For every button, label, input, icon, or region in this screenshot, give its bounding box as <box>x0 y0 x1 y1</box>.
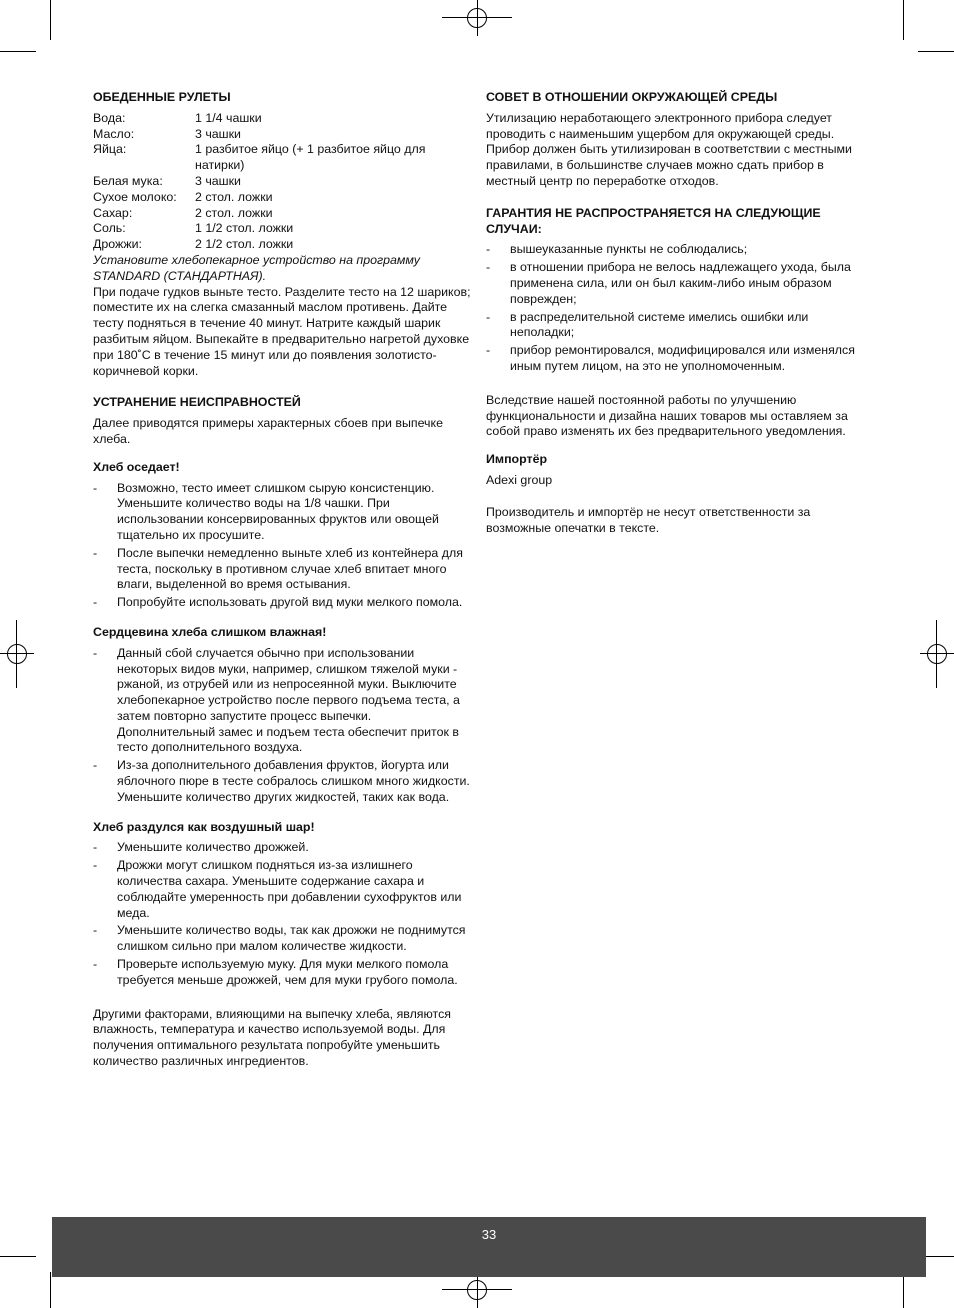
troubleshooting-intro: Далее приводятся примеры характерных сбоев при выпечке хлеба. <box>93 416 443 446</box>
ingredient-amount: 1 1/2 стол. ложки <box>195 221 294 236</box>
list-item-text: Возможно, тесто имеет слишком сырую консистенцию. Уменьшите количество воды на 1/8 чашки. При использовании консервированных фруктов или овощей тщательно их просушите. <box>117 480 439 542</box>
troubleshooting-title: УСТРАНЕНИЕ НЕИСПРАВНОСТЕЙ <box>93 395 301 410</box>
list-item <box>486 242 864 258</box>
troubleshooting-sections <box>93 460 471 989</box>
section-list <box>93 646 471 806</box>
list-item <box>93 546 471 593</box>
section-list <box>93 840 471 988</box>
recipe-instructions: При подаче гудков выньте тесто. Разделите тесто на 12 шариков; поместите их на слегка смазанный маслом противень. Дайте тесту подняться в течение 40 минут. Натрите каждый шарик разбитым яйцом. Выпекайте в предварительно нагретой духовке при 180˚C в течение 15 минут или до появления золотисто-коричневой корки. <box>93 284 471 378</box>
list-item <box>93 923 471 955</box>
dash-bullet: - <box>486 343 491 358</box>
list-item <box>93 646 471 757</box>
dash-bullet: - <box>486 260 491 275</box>
list-item-text: Попробуйте использовать другой вид муки мелкого помола. <box>117 595 463 610</box>
crop-mark <box>903 0 904 40</box>
dash-bullet: - <box>93 923 98 938</box>
dash-bullet: - <box>486 309 491 324</box>
dash-bullet: - <box>93 595 98 610</box>
recipe-note: Установите хлебопекарное устройство на программу STANDARD (СТАНДАРТНАЯ). <box>93 252 420 283</box>
disclaimer-text: Производитель и импортёр не несут ответственности за возможные опечатки в тексте. <box>486 504 811 535</box>
crop-mark <box>0 1256 36 1257</box>
importer-name: Adexi group <box>486 472 553 487</box>
list-item-text: Из-за дополнительного добавления фруктов, йогурта или яблочного пюре в тесте собралось слишком много жидкости. Уменьшите количество других жидкостей, таких как вода. <box>117 758 470 804</box>
dash-bullet: - <box>486 242 491 257</box>
right-column <box>486 90 864 536</box>
policy-text: Вследствие нашей постоянной работы по улучшению функциональности и дизайна наших товаров мы оставляем за собой право изменять их без предварительного уведомления. <box>486 392 848 439</box>
ingredient-row <box>93 142 471 174</box>
left-column <box>93 90 471 1070</box>
ingredient-amount: 3 чашки <box>195 126 241 141</box>
list-item-text: в распределительной системе имелись ошибки или неполадки; <box>510 309 809 340</box>
ingredient-row <box>93 174 471 190</box>
crop-mark <box>0 51 36 52</box>
troubleshooting-section <box>93 820 471 989</box>
ingredient-amount: 1 1/4 чашки <box>195 110 262 125</box>
list-item-text: в отношении прибора не велось надлежащего ухода, была применена сила, или он был каким-либо иным образом поврежден; <box>510 260 851 306</box>
ingredients-table <box>93 111 471 253</box>
list-item <box>486 343 864 375</box>
ingredient-amount: 2 стол. ложки <box>195 205 273 220</box>
ingredient-name: Дрожжи: <box>93 237 142 252</box>
troubleshooting-section <box>93 460 471 611</box>
list-item <box>486 310 864 342</box>
ingredient-row <box>93 111 471 127</box>
ingredient-name: Сахар: <box>93 205 133 220</box>
recipe-title: ОБЕДЕННЫЕ РУЛЕТЫ <box>93 90 231 104</box>
list-item-text: Уменьшите количество воды, так как дрожжи не поднимутся слишком сильно при малом количестве жидкости. <box>117 923 466 954</box>
ingredient-amount: 3 чашки <box>195 173 241 188</box>
ingredient-row <box>93 127 471 143</box>
list-item <box>93 758 471 805</box>
section-list <box>93 481 471 611</box>
ingredient-name: Сухое молоко: <box>93 189 177 204</box>
crop-mark <box>50 1272 51 1308</box>
ingredient-name: Яйца: <box>93 142 127 157</box>
dash-bullet: - <box>93 545 98 560</box>
dash-bullet: - <box>93 645 98 660</box>
crop-mark <box>918 51 954 52</box>
ingredient-row <box>93 206 471 222</box>
section-heading: Сердцевина хлеба слишком влажная! <box>93 624 327 639</box>
ingredient-row <box>93 190 471 206</box>
troubleshooting-closing: Другими факторами, влияющими на выпечку хлеба, являются влажность, температура и качество используемой воды. Для получения оптимального результата попробуйте уменьшить количество различных ингредиентов. <box>93 1006 451 1069</box>
crop-mark <box>50 0 51 40</box>
list-item-text: Проверьте используемую муку. Для муки мелкого помола требуется меньше дрожжей, чем для муки грубого помола. <box>117 957 458 987</box>
ingredient-name: Соль: <box>93 221 126 236</box>
section-heading: Хлеб раздулся как воздушный шар! <box>93 819 315 834</box>
list-item <box>93 957 471 989</box>
list-item-text: После выпечки немедленно выньте хлеб из контейнера для теста, поскольку в противном случае хлеб впитает много влаги, выделенной во время остывания. <box>117 545 463 592</box>
list-item-text: Дрожжи могут слишком подняться из-за излишнего количества сахара. Уменьшите содержание сахара и соблюдайте умеренность при добавлении сухофруктов или меда. <box>117 858 462 920</box>
troubleshooting-section <box>93 625 471 806</box>
list-item <box>93 481 471 544</box>
list-item-text: вышеуказанные пункты не соблюдались; <box>510 242 748 257</box>
crop-mark <box>903 1272 904 1308</box>
list-item <box>93 595 471 611</box>
importer-heading: Импортёр <box>486 452 548 467</box>
dash-bullet: - <box>93 758 98 773</box>
environment-text: Утилизацию неработающего электронного прибора следует проводить с наименьшим ущербом для окружающей среды. Прибор должен быть утилизирован в соответствии с местными правилами, в большинстве случаев можно сдать прибор в местный центр по переработке отходов. <box>486 110 852 188</box>
warranty-title: ГАРАНТИЯ НЕ РАСПРОСТРАНЯЕТСЯ НА СЛЕДУЮЩИЕ СЛУЧАИ: <box>486 205 821 236</box>
list-item-text: Данный сбой случается обычно при использовании некоторых видов муки, например, слишком тяжелой муки - ржаной, из отрубей или из непросеянной муки. Выключите хлебопекарное устройство после первого подъема теста, а затем повторно запустите процесс выпечки. Дополнительный замес и подъем теста обеспечит приток в тесто дополнительного воздуха. <box>117 645 460 755</box>
ingredient-amount: 2 1/2 стол. ложки <box>195 237 294 252</box>
environment-title: СОВЕТ В ОТНОШЕНИИ ОКРУЖАЮЩЕЙ СРЕДЫ <box>486 90 778 104</box>
dash-bullet: - <box>93 480 98 495</box>
list-item-text: Уменьшите количество дрожжей. <box>117 840 309 855</box>
dash-bullet: - <box>93 858 98 873</box>
dash-bullet: - <box>93 840 98 855</box>
page-number: 33 <box>481 1227 497 1242</box>
ingredient-name: Белая мука: <box>93 173 163 188</box>
ingredient-row <box>93 221 471 237</box>
warranty-list <box>486 242 864 374</box>
list-item <box>93 840 471 856</box>
ingredient-amount: 1 разбитое яйцо (+ 1 разбитое яйцо для натирки) <box>195 142 426 173</box>
ingredient-name: Вода: <box>93 110 126 125</box>
list-item <box>486 260 864 307</box>
footer-bar <box>52 1217 926 1277</box>
ingredient-row <box>93 237 471 253</box>
dash-bullet: - <box>93 957 98 972</box>
list-item-text: прибор ремонтировался, модифицировался или изменялся иным путем лицом, на это не уполномоченным. <box>510 343 855 373</box>
list-item <box>93 858 471 921</box>
ingredient-amount: 2 стол. ложки <box>195 189 273 204</box>
section-heading: Хлеб оседает! <box>93 459 180 474</box>
ingredient-name: Масло: <box>93 126 135 141</box>
